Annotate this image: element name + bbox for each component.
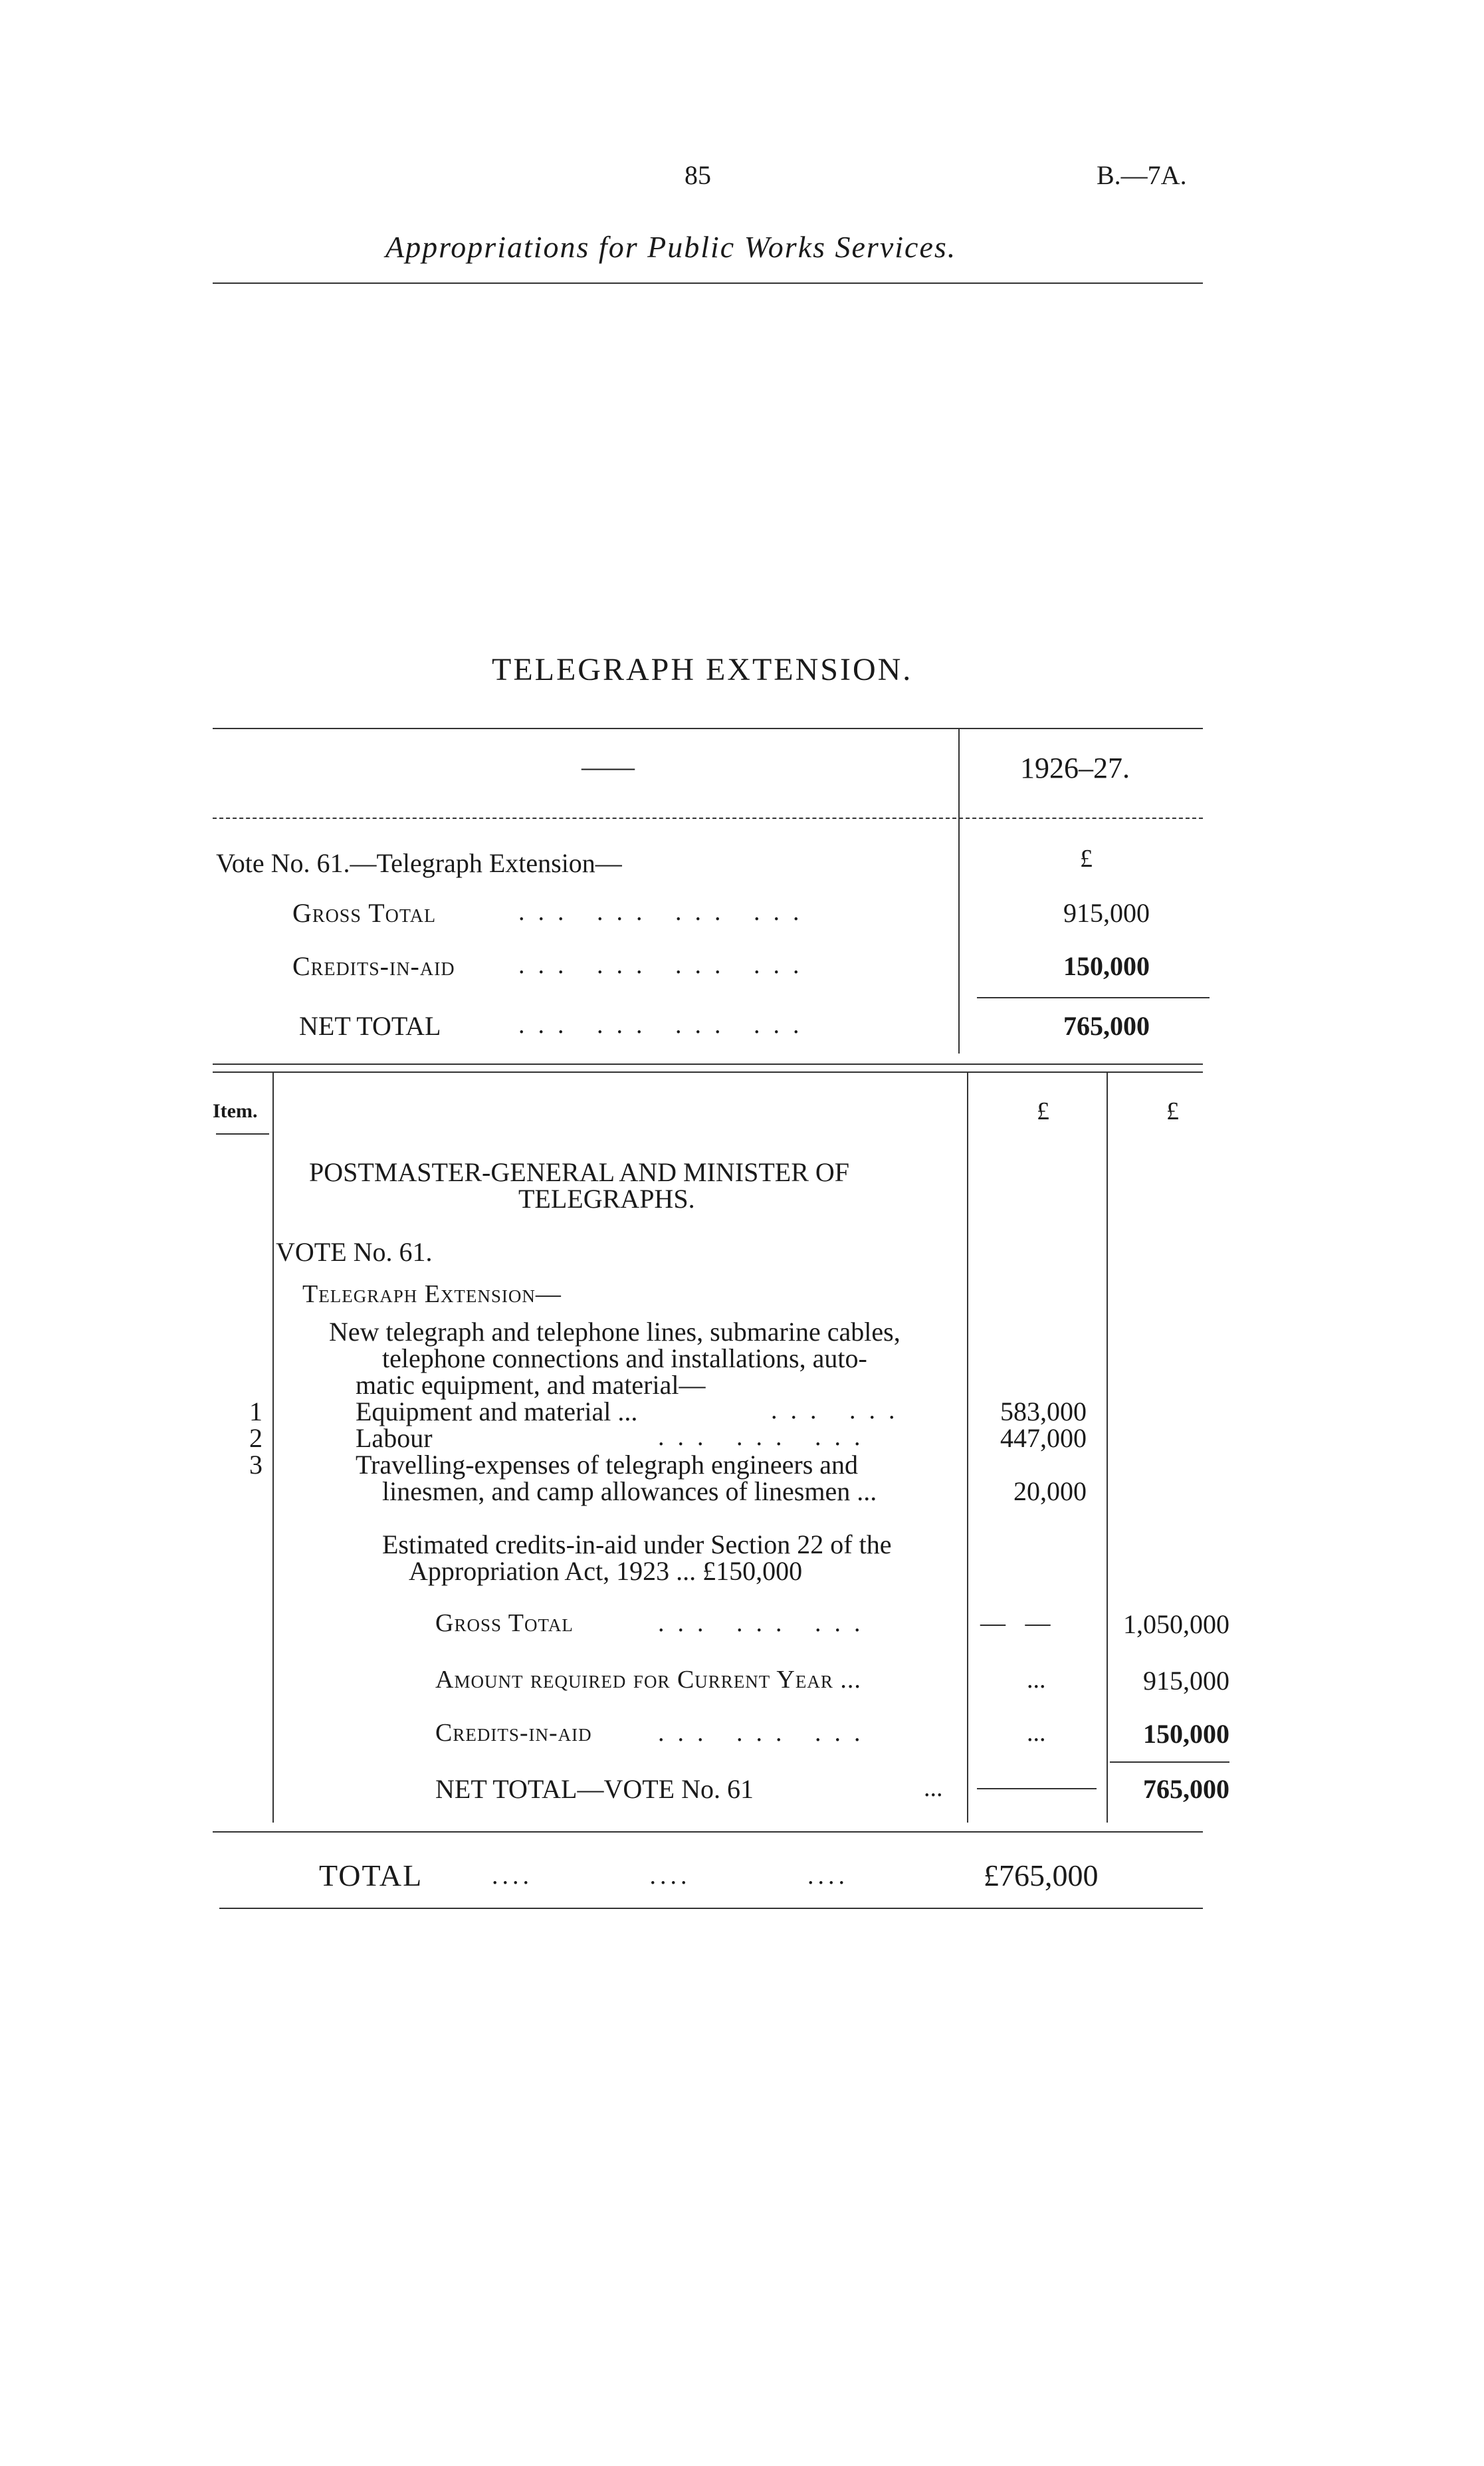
description-line-3: matic equipment, and material— [356, 1370, 706, 1400]
subhead: Telegraph Extension— [302, 1280, 562, 1308]
item-value-2: 447,000 [1000, 1423, 1087, 1453]
gross-total-col1: — — [980, 1609, 1057, 1637]
credits-note-1: Estimated credits-in-aid under Section 22 of the [382, 1529, 892, 1559]
summary-header-rule [213, 818, 1203, 819]
grand-total-value: £765,000 [984, 1858, 1099, 1892]
credits-total-col1: ... [1027, 1719, 1046, 1747]
credits-total-label: Credits-in-aid [435, 1719, 592, 1747]
grand-total-rule [219, 1908, 1203, 1909]
gross-total-dots: ... ... ... [658, 1609, 874, 1637]
item-number-2: 2 [249, 1423, 263, 1453]
grand-total-dots: .... .... .... [492, 1862, 849, 1890]
item-label-3: Travelling-expenses of telegraph engineers and [356, 1450, 859, 1480]
minister-heading-2: TELEGRAPHS. [518, 1184, 695, 1214]
net-total-dash [977, 1788, 1097, 1789]
gross-total-label: Gross Total [435, 1609, 574, 1637]
net-total-dots: ... [924, 1774, 943, 1802]
net-total-rule [1110, 1761, 1229, 1763]
grand-total-label: TOTAL [319, 1858, 423, 1892]
item-number-1: 1 [249, 1397, 263, 1426]
net-total-label: NET TOTAL—VOTE No. 61 [435, 1774, 754, 1804]
running-title: Appropriations for Public Works Services. [385, 230, 957, 264]
summary-top-rule [213, 728, 1203, 729]
credits-total-value: 150,000 [1143, 1719, 1229, 1749]
summary-credits-dots: ... ... ... ... [518, 951, 813, 979]
summary-gross-value: 915,000 [1063, 898, 1150, 928]
gross-total-value: 1,050,000 [1123, 1609, 1229, 1639]
item-dots-1: ... ... [771, 1397, 908, 1424]
summary-net-value: 765,000 [1063, 1011, 1150, 1041]
item-number-3: 3 [249, 1450, 263, 1480]
summary-year-header: 1926–27. [1020, 752, 1130, 784]
item-value-1: 583,000 [1000, 1397, 1087, 1426]
item-value-3: 20,000 [1013, 1476, 1087, 1506]
detail-currency-2: £ [1166, 1097, 1179, 1125]
detail-top-rule-2 [213, 1071, 1203, 1073]
summary-gross-label: Gross Total [292, 898, 437, 928]
detail-bottom-rule [213, 1831, 1203, 1833]
item-label-1: Equipment and material ... [356, 1397, 638, 1426]
item-header: Item. [213, 1100, 258, 1122]
summary-dash-header: —— [582, 752, 635, 782]
item-label-2: Labour [356, 1423, 433, 1453]
section-title: TELEGRAPH EXTENSION. [492, 652, 913, 687]
detail-column-divider-1 [967, 1071, 968, 1823]
detail-currency-1: £ [1037, 1097, 1049, 1125]
summary-credits-value: 150,000 [1063, 951, 1150, 981]
item-dots-2: ... ... ... [658, 1423, 874, 1451]
detail-column-divider-2 [1107, 1071, 1108, 1823]
credits-total-dots: ... ... ... [658, 1719, 874, 1747]
header-rule [213, 282, 1203, 284]
amount-required-label: Amount required for Current Year ... [435, 1666, 861, 1694]
summary-column-divider [958, 728, 960, 1054]
item-label-3b: linesmen, and camp allowances of linesmen ... [382, 1476, 877, 1506]
summary-credits-label: Credits-in-aid [292, 951, 455, 981]
page-number: 85 [685, 160, 711, 190]
summary-gross-dots: ... ... ... ... [518, 898, 813, 926]
summary-net-label: NET TOTAL [299, 1011, 441, 1041]
summary-net-dots: ... ... ... ... [518, 1011, 813, 1039]
document-reference: B.—7A. [1097, 160, 1187, 190]
summary-subtotal-rule [977, 997, 1210, 998]
description-line-1: New telegraph and telephone lines, submarine cables, [329, 1317, 901, 1347]
item-column-divider [272, 1071, 274, 1823]
summary-currency: £ [1080, 845, 1093, 873]
credits-note-2: Appropriation Act, 1923 ... £150,000 [409, 1556, 803, 1586]
net-total-value: 765,000 [1143, 1774, 1229, 1804]
item-header-rule [216, 1133, 269, 1135]
minister-heading: POSTMASTER-GENERAL AND MINISTER OF [309, 1157, 850, 1187]
amount-required-col1: ... [1027, 1666, 1046, 1694]
description-line-2: telephone connections and installations, auto- [382, 1343, 867, 1373]
detail-top-rule-1 [213, 1064, 1203, 1065]
vote-heading: VOTE No. 61. [276, 1237, 433, 1267]
amount-required-value: 915,000 [1143, 1666, 1229, 1696]
summary-vote-line: Vote No. 61.—Telegraph Extension— [216, 848, 622, 878]
